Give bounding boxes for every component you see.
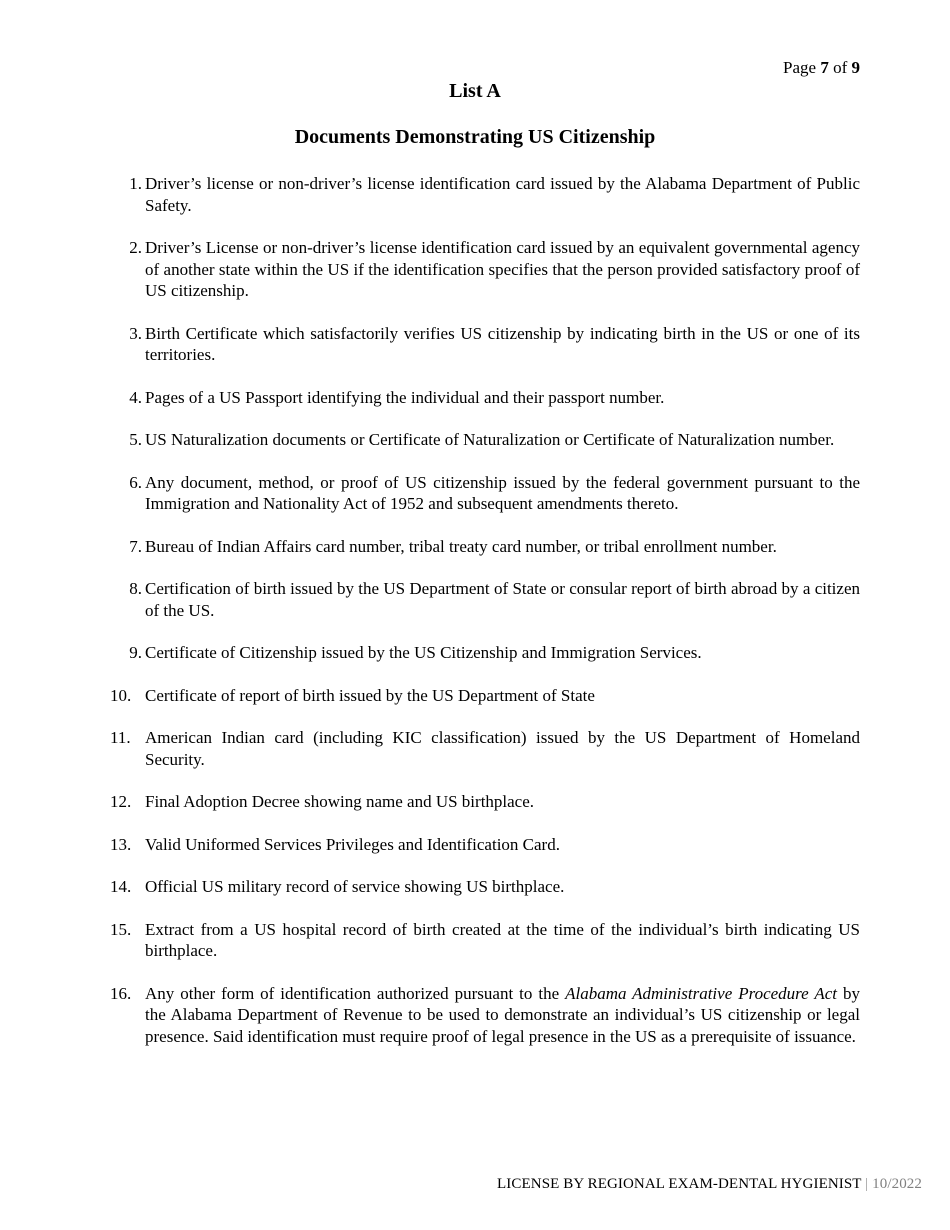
- item-text: Extract from a US hospital record of birth created at the time of the individual’s birth indicating US birthplace.: [145, 919, 860, 960]
- item-number: 12.: [110, 792, 132, 811]
- item-text-before: Any other form of identification authorized pursuant to the: [145, 983, 566, 1003]
- item-number: 3.: [129, 323, 142, 343]
- list-item: [110, 727, 860, 770]
- item-number: 2.: [129, 238, 142, 257]
- list-item: [110, 173, 860, 216]
- item-text: Certificate of Citizenship issued by the US Citizenship and Immigration Services.: [145, 643, 702, 662]
- list-item: [110, 536, 860, 558]
- footer: [497, 1175, 922, 1193]
- page-of: of: [833, 58, 848, 77]
- item-text: Official US military record of service showing US birthplace.: [145, 877, 565, 896]
- item-text: Birth Certificate which satisfactorily verifies US citizenship by indicating birth in the US or one of its territories.: [145, 323, 860, 364]
- page-label: Page: [783, 58, 817, 77]
- page-total: 9: [851, 58, 860, 77]
- list-item: [110, 578, 860, 621]
- citizenship-documents-list: [110, 173, 860, 1068]
- item-number: 13.: [110, 834, 132, 854]
- item-text: Pages of a US Passport identifying the individual and their passport number.: [145, 387, 665, 407]
- item-text: Any document, method, or proof of US citizenship issued by the federal government pursuant to the Immigration and Nationality Act of 1952 and subsequent amendments thereto.: [145, 472, 860, 513]
- list-item: [110, 472, 860, 515]
- item-number: 16.: [110, 983, 132, 1003]
- item-text: Valid Uniformed Services Privileges and Identification Card.: [145, 834, 560, 854]
- item-text: US Naturalization documents or Certificate of Naturalization or Certificate of Naturalization number.: [145, 430, 835, 449]
- list-item: [110, 834, 860, 856]
- act-title: Alabama Administrative Procedure Act: [565, 983, 838, 1003]
- item-text-after: by the Alabama Department of Revenue to be used to demonstrate an individual’s US citizenship or legal presence. Said identification must require proof of legal presence in the US as a prerequisite of issuance.: [145, 983, 861, 1046]
- list-item: [110, 642, 860, 664]
- footer-date: 10/2022: [872, 1176, 922, 1192]
- item-number: 4.: [129, 387, 142, 407]
- item-text: Certification of birth issued by the US Department of State or consular report of birth abroad by a citizen of the US.: [145, 579, 860, 620]
- list-item: [110, 791, 860, 813]
- item-number: 11.: [110, 728, 131, 747]
- item-number: 14.: [110, 877, 132, 896]
- item-text: [145, 983, 860, 1048]
- list-item: [110, 323, 860, 366]
- item-number: 6.: [129, 472, 142, 492]
- page-number: [783, 57, 860, 79]
- list-item: [110, 685, 860, 707]
- list-item: [110, 429, 860, 451]
- page-current: 7: [820, 58, 829, 77]
- footer-separator: |: [865, 1176, 869, 1192]
- list-item: [110, 876, 860, 898]
- item-number: 10.: [110, 685, 132, 705]
- item-text: Driver’s License or non-driver’s license identification card issued by an equivalent governmental agency of another state within the US if the identification specifies that the person provided satisfactory proof of US citizenship.: [145, 238, 860, 300]
- item-number: 5.: [129, 430, 142, 449]
- item-text: Certificate of report of birth issued by the US Department of State: [145, 685, 595, 705]
- item-text: American Indian card (including KIC classification) issued by the US Department of Homeland Security.: [145, 728, 860, 769]
- item-number: 1.: [129, 174, 142, 193]
- item-number: 7.: [129, 536, 142, 556]
- item-text: Bureau of Indian Affairs card number, tribal treaty card number, or tribal enrollment number.: [145, 536, 777, 556]
- item-text: Driver’s license or non-driver’s license identification card issued by the Alabama Department of Public Safety.: [145, 174, 860, 215]
- footer-label: LICENSE BY REGIONAL EXAM-DENTAL HYGIENIST: [497, 1176, 862, 1192]
- list-item: [110, 237, 860, 302]
- item-number: 8.: [129, 579, 142, 598]
- list-item: [110, 387, 860, 409]
- item-text: Final Adoption Decree showing name and US birthplace.: [145, 792, 535, 811]
- list-item: [110, 919, 860, 962]
- item-number: 9.: [129, 643, 142, 662]
- page-subtitle: Documents Demonstrating US Citizenship: [294, 126, 656, 148]
- item-number: 15.: [110, 919, 132, 939]
- page-title: List A: [449, 80, 501, 102]
- list-item: [110, 983, 860, 1048]
